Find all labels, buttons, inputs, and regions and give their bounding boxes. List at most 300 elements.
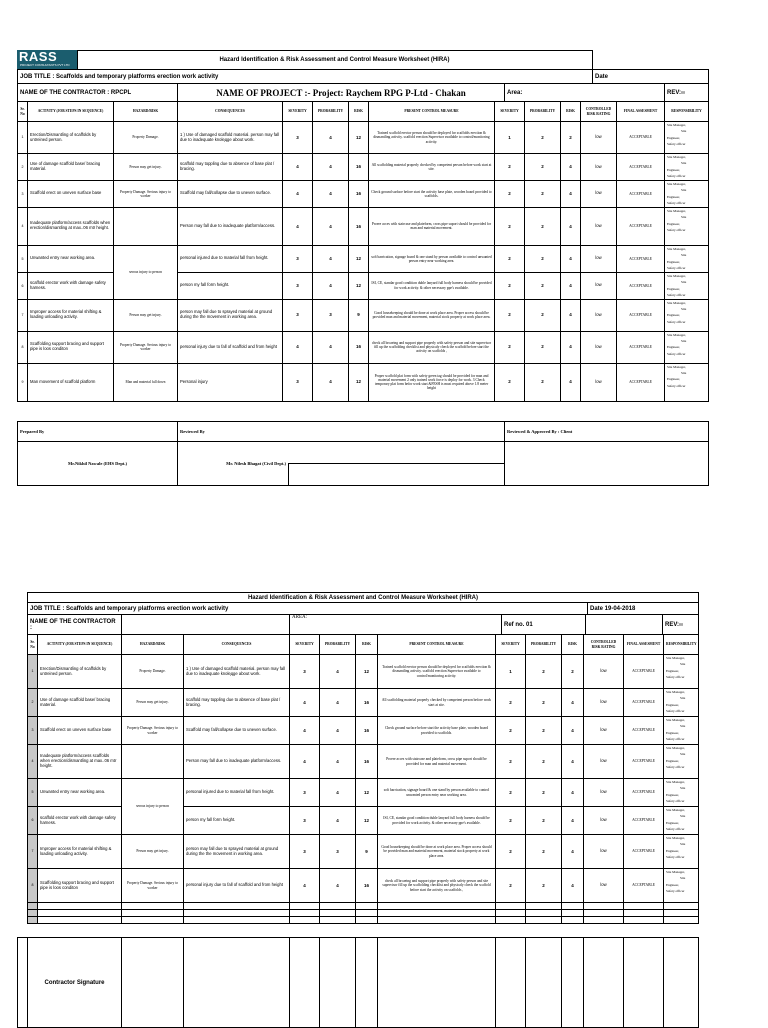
responsibility-line: Engineer, [667, 345, 680, 350]
severity-cell: 4 [283, 331, 313, 363]
responsibility-cell [665, 299, 709, 331]
responsibility-line: Site Manager, [667, 332, 686, 337]
sheet2-project-row [27, 614, 699, 635]
activity-cell: Scaffolding support bracing and support pipe is loos conditon [28, 331, 114, 363]
responsibility-cell [664, 745, 699, 779]
residual-risk-cell: 4 [562, 807, 584, 835]
table-row [18, 331, 709, 363]
sheet2-rev [663, 615, 699, 635]
residual-risk-cell: 4 [561, 363, 581, 401]
responsibility-line: Engineer, [666, 730, 679, 735]
residual-severity-cell: 2 [495, 331, 525, 363]
risk-cell: 16 [349, 331, 369, 363]
activity-cell: Scaffold erect on uneven surface base [38, 717, 122, 745]
sheet1-project-row [17, 83, 709, 102]
hazard-cell: Property Damage. [122, 655, 184, 689]
responsibility-line: Site [680, 876, 686, 881]
responsibility-line: Site Manager, [667, 300, 686, 305]
logo-tagline: PROJECT CONSULTANTS PVT LTD [20, 63, 70, 67]
prepared-by-label: Prepared By [18, 422, 178, 442]
residual-probability-cell: 2 [525, 207, 561, 245]
sheet2-job-title: JOB TITLE : Scaffolds and temporary platforms erection work activity [28, 603, 588, 615]
column-header-hazard: HAZARD/RISK [122, 635, 184, 655]
table-row [28, 779, 699, 807]
responsibility-line: Site [681, 338, 687, 343]
responsibility-line: Engineer, [666, 848, 679, 853]
activity-cell: Improper access for material shifting & loading unloading activity. [28, 299, 114, 331]
column-header-row [28, 635, 699, 655]
final-assessment-cell: ACCEPTABLE [624, 717, 664, 745]
consequences-cell: person my fall form height. [184, 807, 290, 835]
responsibility-line: Engineer, [666, 668, 679, 673]
activity-cell: Scaffold erect on uneven surface base [28, 180, 114, 207]
consequences-cell: scaffold may toppling due to absence of base plat / bracing. [178, 154, 283, 181]
responsibility-line: Site [681, 215, 687, 220]
column-header-severity: SEVERITY [290, 635, 320, 655]
sheet1-rev [665, 84, 709, 102]
responsibility-line: Safety officer [666, 799, 685, 804]
responsibility-line: Site [680, 752, 686, 757]
risk-cell: 9 [349, 299, 369, 331]
severity-cell: 4 [283, 154, 313, 181]
risk-cell: 12 [349, 122, 369, 154]
risk-cell: 12 [356, 779, 378, 807]
responsibility-line: Engineer, [666, 702, 679, 707]
hazard-cell: serous injury to person [114, 245, 178, 299]
control-measure-cell: soft barrication, signage board & one stand by person available to control unwanted person entry near working area. [369, 245, 495, 272]
empty-row [28, 903, 699, 910]
risk-cell: 16 [356, 745, 378, 779]
responsibility-line: Site [680, 724, 686, 729]
risk-cell: 12 [356, 807, 378, 835]
activity-cell: scaffold erector work with damage safety harness. [28, 272, 114, 299]
controlled-rating-cell: low [581, 180, 617, 207]
residual-risk-cell: 4 [561, 299, 581, 331]
table-row [18, 122, 709, 154]
responsibility-line: Site [681, 370, 687, 375]
sno: 4 [28, 745, 38, 779]
residual-risk-cell: 4 [561, 245, 581, 272]
consequences-cell: personal injury due to fall of scaffold and from height [184, 869, 290, 903]
table-row [28, 745, 699, 779]
responsibility-line: Engineer, [667, 259, 680, 264]
responsibility-line: Engineer, [667, 167, 680, 172]
hazard-cell: Person may get injury. [114, 154, 178, 181]
consequences-cell: 1 ) Use of damaged scaffold material. person may fall due to inadequate knolедge about work. [184, 655, 290, 689]
sheet1-title: Hazard Identification & Risk Assessment and Control Measure Worksheet (HIRA) [77, 51, 592, 70]
sno: 2 [18, 154, 28, 181]
control-measure-cell: ISI, CE, standar good condition duble lanyard full body harness should be provided for work activity. & other necessary ppe's available. [369, 272, 495, 299]
responsibility-line: Safety officer [666, 737, 685, 742]
sno: 2 [28, 689, 38, 717]
logo-name: RASS [19, 49, 58, 64]
responsibility-line: Safety officer [666, 889, 685, 894]
residual-probability-cell: 2 [525, 180, 561, 207]
activity-cell: Scaffolding support bracing and support pipe is loos conditon [38, 869, 122, 903]
responsibility-line: Site Manager, [666, 870, 685, 874]
final-assessment-cell: ACCEPTABLE [617, 207, 665, 245]
hazard-cell: serous injury to person [122, 779, 184, 835]
activity-cell: scaffold erector work with damage safety harness. [38, 807, 122, 835]
severity-cell: 4 [283, 207, 313, 245]
contractor-signature-label: Contractor Signature [28, 938, 122, 1028]
residual-risk-cell: 2 [561, 122, 581, 154]
final-assessment-cell: ACCEPTABLE [624, 869, 664, 903]
risk-cell: 12 [349, 363, 369, 401]
responsibility-line: Safety officer [667, 266, 686, 271]
controlled-rating-cell: low [581, 122, 617, 154]
controlled-rating-cell: low [581, 154, 617, 181]
responsibility-line: Engineer, [667, 377, 680, 382]
risk-cell: 16 [349, 154, 369, 181]
probability-cell: 3 [313, 299, 349, 331]
control-measure-cell: check all brcaeing and support pipe properly with safety person and site supervisor fill up the scaffolding checklist and physicaly check the scaffold before start the activity on scaffolds , [378, 869, 496, 903]
column-header-severity: SEVERITY [283, 102, 313, 122]
responsibility-line: Site Manager, [666, 836, 685, 840]
controlled-rating-cell: low [581, 207, 617, 245]
sheet1-header [17, 50, 708, 70]
responsibility-line: Engineer, [666, 758, 679, 763]
control-measure-cell: ISI, CE, standar good condition duble lanyard full body harness should be provided for work activity. & other necessary ppe's available. [378, 807, 496, 835]
activity-cell: Use of damage scaffold base/ bracing material. [28, 154, 114, 181]
sheet2-contractor: NAME OF THE CONTRACTOR : [28, 615, 122, 635]
probability-cell: 4 [313, 363, 349, 401]
responsibility-line: Safety officer [666, 675, 685, 680]
residual-severity-cell: 1 [496, 655, 526, 689]
final-assessment-cell: ACCEPTABLE [617, 331, 665, 363]
sno: 8 [18, 331, 28, 363]
sheet2-rev-label: REV: [665, 621, 680, 628]
approved-by-label: Reviewed & Approved By : Client [505, 422, 709, 442]
final-assessment-cell: ACCEPTABLE [617, 299, 665, 331]
consequences-cell: Person may fall due to inadequate platform/access. [184, 745, 290, 779]
residual-severity-cell: 2 [496, 807, 526, 835]
responsibility-line: Safety officer [667, 142, 686, 147]
severity-cell: 3 [283, 299, 313, 331]
prepared-by-name: Mr.Nikhil Nawale (EHS Dept.) [18, 442, 178, 486]
empty-row [28, 910, 699, 917]
column-header-final: FINAL ASSESMENT [624, 635, 664, 655]
responsibility-cell [665, 207, 709, 245]
responsibility-line: Site Manager, [667, 273, 686, 278]
probability-cell: 4 [320, 779, 356, 807]
column-header-activity: ACTIVITY (JOB STEPS IN SEQUENCE) [28, 102, 114, 122]
hazard-cell: Property Damage. Serious injury to worker [114, 331, 178, 363]
severity-cell: 3 [283, 245, 313, 272]
responsibility-cell [665, 245, 709, 272]
column-header-severity2: SEVERITY [495, 102, 525, 122]
activity-cell: Inadequate platform/access scaffolds when erection/dismantling at max..06 mtr height. [38, 745, 122, 779]
sheet2-header [27, 592, 699, 615]
control-measure-cell: All scaffolding material properly checked by competent person before work start at site. [378, 689, 496, 717]
column-header-activity: ACTIVITY (JOB STEPS IN SEQUENCE) [38, 635, 122, 655]
table-row [28, 689, 699, 717]
consequences-cell: personal injury due to fall of scaffold and from height [178, 331, 283, 363]
column-header-control: PRESENT CONTROL MEASURE [369, 102, 495, 122]
table-row [18, 207, 709, 245]
responsibility-line: Site Manager, [667, 208, 686, 213]
responsibility-line: Site [681, 129, 687, 134]
reviewed-by-name: Mr. Nilesh Bhagat (Civil Dept.) [178, 442, 289, 486]
final-assessment-cell: ACCEPTABLE [624, 689, 664, 717]
table-row [18, 245, 709, 272]
sheet1-meta [17, 69, 709, 84]
controlled-rating-cell: low [584, 745, 624, 779]
sheet2-title: Hazard Identification & Risk Assessment and Control Measure Worksheet (HIRA) [28, 593, 699, 603]
column-header-row [18, 102, 709, 122]
residual-risk-cell: 4 [562, 717, 584, 745]
table-row [28, 655, 699, 689]
control-measure-cell: Good housekeeping should be done at work place area. Proper access should be provided man and material movement, material stock property at work place area. [369, 299, 495, 331]
responsibility-line: Safety officer [667, 174, 686, 179]
consequences-cell: Person may fall due to inadequate platform/access. [178, 207, 283, 245]
controlled-rating-cell: low [581, 245, 617, 272]
residual-probability-cell: 2 [526, 869, 562, 903]
responsibility-line: Engineer, [667, 313, 680, 318]
control-measure-cell: Check ground surface before start the activity base plate, wooden board provided to scaffolds. [369, 180, 495, 207]
residual-risk-cell: 4 [561, 272, 581, 299]
residual-severity-cell: 2 [495, 363, 525, 401]
responsibility-cell [665, 331, 709, 363]
residual-severity-cell: 2 [495, 180, 525, 207]
column-header-responsibility: RESPONSIBILITY [664, 635, 699, 655]
responsibility-line: Site Manager, [667, 246, 686, 251]
control-measure-cell: soft barrication, signage board & one stand by person available to control unwanted person entry near working area. [378, 779, 496, 807]
hazard-cell: Person may get injury. [122, 689, 184, 717]
sheet1-hira-table [17, 101, 709, 402]
table-row [28, 835, 699, 869]
risk-cell: 12 [356, 655, 378, 689]
sheet1-contractor: NAME OF THE CONTRACTOR : RPCPL [18, 84, 178, 102]
hazard-cell [122, 745, 184, 779]
responsibility-line: Safety officer [667, 228, 686, 233]
sheet1-rev-label: REV: [667, 89, 682, 96]
responsibility-line: Safety officer [667, 319, 686, 324]
residual-probability-cell: 2 [525, 122, 561, 154]
residual-risk-cell: 4 [562, 869, 584, 903]
final-assessment-cell: ACCEPTABLE [617, 363, 665, 401]
responsibility-line: Site Manager, [667, 364, 686, 369]
table-row [18, 363, 709, 401]
responsibility-line: Site Manager, [666, 746, 685, 750]
severity-cell: 4 [290, 717, 320, 745]
controlled-rating-cell: low [584, 689, 624, 717]
responsibility-line: Site [681, 188, 687, 193]
sheet1-project: NAME OF PROJECT :- Project: Raychem RPG P-Ltd - Chakan [178, 84, 505, 102]
probability-cell: 4 [313, 207, 349, 245]
residual-probability-cell: 2 [526, 655, 562, 689]
responsibility-cell [664, 835, 699, 869]
responsibility-line: Site [680, 842, 686, 847]
hazard-cell: Property Damage. [114, 122, 178, 154]
responsibility-cell [665, 154, 709, 181]
risk-cell: 16 [356, 689, 378, 717]
control-measure-cell: Check ground surface before start the activity base plate, wooden board provided to scaffolds. [378, 717, 496, 745]
controlled-rating-cell: low [581, 363, 617, 401]
sheet1-rev-value: 00 [681, 89, 686, 95]
final-assessment-cell: ACCEPTABLE [617, 245, 665, 272]
responsibility-line: Site Manager, [667, 123, 686, 127]
control-measure-cell: Proere acces with staircase and plateform, cross pipe suport should be provided for man and material movement. [378, 745, 496, 779]
hazard-cell: Person may get injury. [122, 835, 184, 869]
responsibility-line: Engineer, [667, 286, 680, 291]
column-header-controlled-rating: CONTROLLED RISK RATING [581, 102, 617, 122]
responsibility-line: Engineer, [667, 221, 680, 226]
responsibility-cell [665, 363, 709, 401]
reviewed-by-label: Reviewed By [178, 422, 289, 442]
responsibility-line: Site Manager, [667, 181, 686, 186]
final-assessment-cell: ACCEPTABLE [617, 272, 665, 299]
column-header-consequences: CONSEQUENCES [184, 635, 290, 655]
final-assessment-cell: ACCEPTABLE [624, 807, 664, 835]
sheet1-signoff [17, 421, 709, 486]
probability-cell: 4 [313, 272, 349, 299]
responsibility-line: Safety officer [667, 201, 686, 206]
responsibility-line: Engineer, [667, 194, 680, 199]
residual-risk-cell: 4 [561, 180, 581, 207]
sno: 1 [18, 122, 28, 154]
probability-cell: 4 [313, 245, 349, 272]
table-row [28, 717, 699, 745]
severity-cell: 3 [283, 122, 313, 154]
probability-cell: 4 [313, 180, 349, 207]
residual-severity-cell: 1 [495, 122, 525, 154]
sno: 3 [18, 180, 28, 207]
residual-risk-cell: 2 [562, 655, 584, 689]
responsibility-line: Site [681, 280, 687, 285]
residual-probability-cell: 2 [526, 835, 562, 869]
activity-cell: Unwanted entry near working area. [28, 245, 114, 272]
severity-cell: 3 [283, 272, 313, 299]
column-header-risk: RISK [349, 102, 369, 122]
residual-severity-cell: 2 [495, 299, 525, 331]
severity-cell: 3 [283, 363, 313, 401]
sheet2-signature-table [17, 937, 699, 1028]
controlled-rating-cell: low [584, 869, 624, 903]
responsibility-line: Engineer, [667, 135, 680, 140]
activity-cell: Unwanted entry near working area. [38, 779, 122, 807]
controlled-rating-cell: low [584, 655, 624, 689]
controlled-rating-cell: low [584, 779, 624, 807]
control-measure-cell: Proere acces with staircase and plateform, cross pipe suport should be provided for man and material movement. [369, 207, 495, 245]
table-row [28, 869, 699, 903]
residual-probability-cell: 2 [526, 807, 562, 835]
consequences-cell: Personal injury [178, 363, 283, 401]
residual-severity-cell: 2 [495, 154, 525, 181]
responsibility-line: Site [681, 253, 687, 258]
responsibility-line: Site [681, 306, 687, 311]
sheet2-ref: Ref no. 01 [502, 615, 586, 635]
control-measure-cell: Proper scaffold plat form with safety green tag should be provided for man and material movement 2 only trained work force is deploy for work. 3 Check temporary plat form befor work start &FESH is must required above 1.8 meter height [369, 363, 495, 401]
column-header-responsibility: RESPONSIBILITY [665, 102, 709, 122]
sheet2-hira-table [27, 634, 699, 924]
residual-risk-cell: 4 [562, 779, 584, 807]
consequences-cell: 1 ) Use of damaged scaffold material. person may fall due to inadequate knolедge about work. [178, 122, 283, 154]
responsibility-cell [665, 122, 709, 154]
responsibility-cell [664, 807, 699, 835]
hazard-cell: Man and material fall down [114, 363, 178, 401]
responsibility-line: Safety officer [666, 709, 685, 714]
residual-risk-cell: 4 [561, 154, 581, 181]
responsibility-line: Safety officer [667, 293, 686, 298]
hazard-cell [114, 207, 178, 245]
activity-cell: Inadequate platform/access scaffolds when erection/dismantling at max..06 mtr height. [28, 207, 114, 245]
consequences-cell: Scaffold may fall/collapse due to uneven surface. [178, 180, 283, 207]
probability-cell: 4 [313, 331, 349, 363]
column-header-control: PRESENT CONTROL MEASURE [378, 635, 496, 655]
residual-risk-cell: 4 [561, 207, 581, 245]
responsibility-cell [665, 272, 709, 299]
residual-severity-cell: 2 [495, 245, 525, 272]
residual-risk-cell: 4 [562, 689, 584, 717]
probability-cell: 4 [313, 122, 349, 154]
residual-probability-cell: 2 [525, 331, 561, 363]
severity-cell: 3 [290, 655, 320, 689]
table-row [18, 154, 709, 181]
column-header-final: FINAL ASSESMENT [617, 102, 665, 122]
final-assessment-cell: ACCEPTABLE [624, 745, 664, 779]
responsibility-line: Site Manager, [666, 780, 685, 784]
column-header-consequences: CONSEQUENCES [178, 102, 283, 122]
column-header-risk: RISK [356, 635, 378, 655]
responsibility-line: Safety officer [666, 855, 685, 860]
residual-risk-cell: 4 [562, 745, 584, 779]
responsibility-cell [664, 717, 699, 745]
column-header-probability: PROBABILITY [313, 102, 349, 122]
residual-probability-cell: 2 [526, 717, 562, 745]
control-measure-cell: Trained scaffold erector person should be deployed for scaffolds erection & dismantling activity. scaffold erection Supervisor available to control/monitoring activity. [369, 122, 495, 154]
controlled-rating-cell: low [584, 835, 624, 869]
responsibility-cell [664, 655, 699, 689]
activity-cell: Use of damage scaffold base/ bracing material. [38, 689, 122, 717]
residual-severity-cell: 2 [496, 745, 526, 779]
responsibility-line: Site [680, 786, 686, 791]
responsibility-line: Safety officer [667, 383, 686, 388]
final-assessment-cell: ACCEPTABLE [624, 779, 664, 807]
risk-cell: 12 [349, 245, 369, 272]
consequences-cell: personal injured due to material fall from height. [178, 245, 283, 272]
sno: 7 [28, 835, 38, 869]
residual-risk-cell: 4 [562, 835, 584, 869]
column-header-probability2: PROBABILITY [525, 102, 561, 122]
residual-severity-cell: 2 [496, 869, 526, 903]
column-header-risk2: RISK [561, 102, 581, 122]
activity-cell: Erection/Dismantling of scaffolds by untreined person. [38, 655, 122, 689]
residual-severity-cell: 2 [496, 689, 526, 717]
sno: 6 [28, 807, 38, 835]
hazard-cell: Person may get injury. [114, 299, 178, 331]
probability-cell: 4 [320, 717, 356, 745]
consequences-cell: person my fall form height. [178, 272, 283, 299]
sno: 7 [18, 299, 28, 331]
column-header-severity2: SEVERITY [496, 635, 526, 655]
sno: 8 [28, 869, 38, 903]
responsibility-line: Site [680, 662, 686, 667]
responsibility-line: Engineer, [666, 792, 679, 797]
sno: 3 [28, 717, 38, 745]
column-header-risk2: RISK [562, 635, 584, 655]
risk-cell: 16 [356, 717, 378, 745]
sheet1-area-label: Area: [505, 84, 665, 102]
severity-cell: 3 [290, 779, 320, 807]
residual-probability-cell: 2 [525, 272, 561, 299]
sno: 4 [18, 207, 28, 245]
activity-cell: Man movement of scaffold platform [28, 363, 114, 401]
risk-cell: 16 [349, 180, 369, 207]
residual-probability-cell: 2 [526, 745, 562, 779]
responsibility-cell [665, 180, 709, 207]
residual-probability-cell: 2 [526, 689, 562, 717]
